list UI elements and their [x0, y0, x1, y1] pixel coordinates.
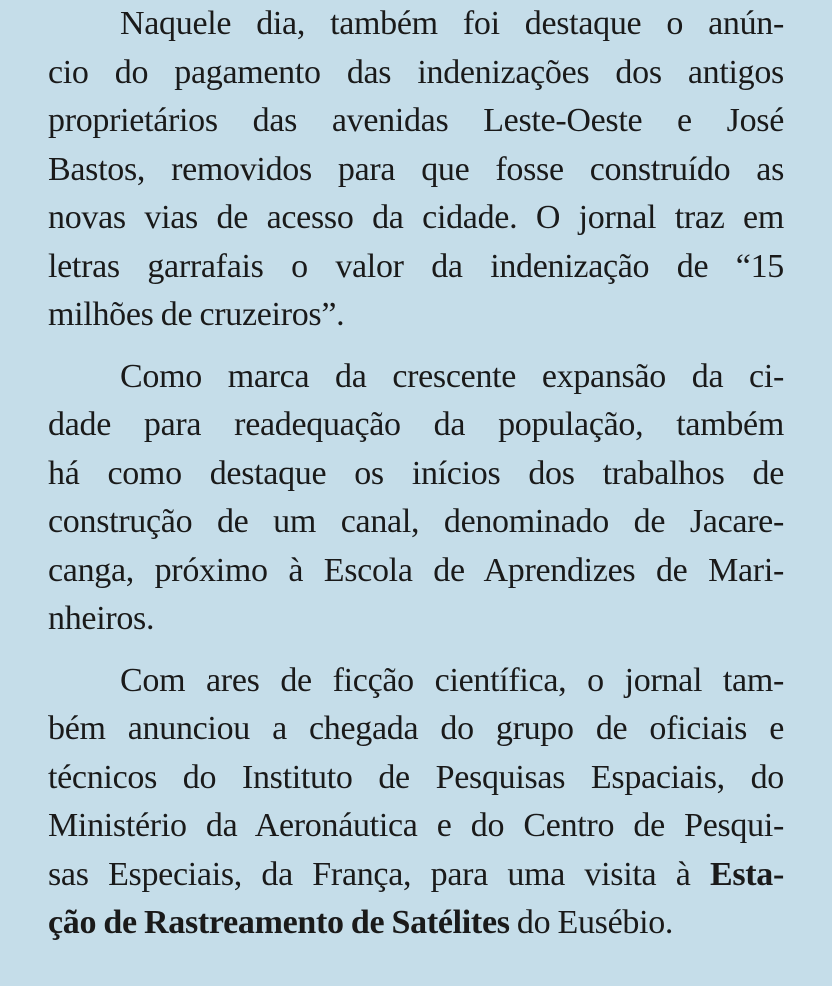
text-line: Ministério da Aeronáutica e do Centro de Pesqui-	[48, 807, 784, 844]
text-line	[48, 899, 784, 948]
text-line: nheiros.	[48, 600, 155, 637]
text-line: novas vias de acesso da cidade. O jornal traz em	[48, 199, 784, 236]
text-line: dade para readequação da população, também	[48, 406, 784, 443]
text-line: técnicos do Instituto de Pesquisas Espaciais, do	[48, 758, 784, 796]
paragraph-3	[48, 657, 784, 948]
text-segment: do Eusébio.	[516, 904, 674, 941]
paragraph-1	[48, 0, 784, 340]
text-line: canga, próximo à Escola de Aprendizes de Mari-	[48, 551, 784, 589]
bold-text: ção de Rastreamento de Satélites	[48, 904, 510, 941]
text-line: letras garrafais o valor da indenização de “15	[48, 247, 784, 285]
text-line: há como destaque os inícios dos trabalhos de	[48, 454, 784, 492]
text-line: Como marca da crescente expansão da ci-	[120, 357, 784, 395]
text-line: Com ares de ficção científica, o jornal tam-	[120, 661, 784, 699]
text-line: Bastos, removidos para que fosse construído as	[48, 150, 784, 188]
text-line: bém anunciou a chegada do grupo de oficiais e	[48, 710, 784, 747]
paragraph-2	[48, 353, 784, 644]
text-line: construção de um canal, denominado de Jacare-	[48, 503, 784, 540]
text-line: proprietários das avenidas Leste-Oeste e José	[48, 102, 784, 139]
text-line: milhões de cruzeiros”.	[48, 296, 345, 333]
text-line	[48, 851, 784, 900]
text-line: Naquele dia, também foi destaque o anún-	[120, 5, 784, 42]
bold-text: Esta-	[709, 855, 784, 893]
document-body	[48, 0, 784, 948]
text-segment: sas Especiais, da França, para uma visita à	[48, 855, 691, 893]
text-line: cio do pagamento das indenizações dos antigos	[48, 53, 784, 91]
